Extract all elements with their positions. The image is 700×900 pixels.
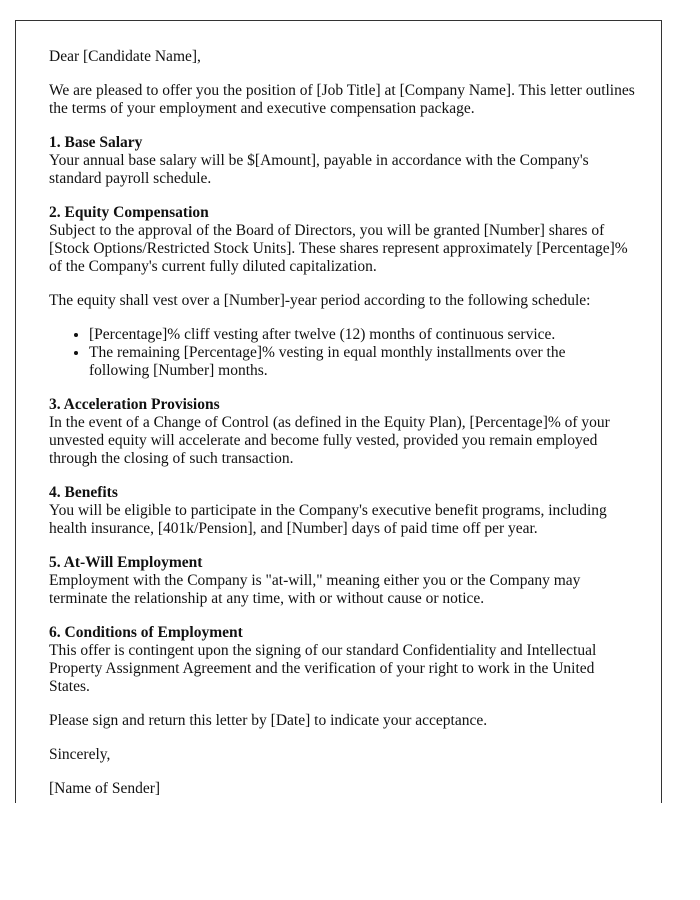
intro-paragraph: We are pleased to offer you the position of [Job Title] at [Company Name]. This letter outlines the terms of your employment and executive compensation package. — [49, 82, 635, 117]
closing-instruction: Please sign and return this letter by [Date] to indicate your acceptance. — [49, 712, 488, 729]
salutation: Dear [Candidate Name], — [49, 48, 201, 65]
closing: Sincerely, — [49, 746, 111, 763]
section-acceleration-provisions — [49, 396, 661, 468]
section-body: In the event of a Change of Control (as defined in the Equity Plan), [Percentage]% of your unvested equity will accelerate and become fully vested, provided you remain employed through the closing of such transaction. — [49, 414, 610, 467]
section-base-salary — [49, 134, 661, 188]
section-title: 4. Benefits — [49, 484, 118, 501]
section-title: 2. Equity Compensation — [49, 204, 209, 221]
vesting-intro: The equity shall vest over a [Number]-year period according to the following schedule: — [49, 292, 591, 309]
signature: [Name of Sender] — [49, 780, 161, 797]
section-title: 6. Conditions of Employment — [49, 624, 243, 641]
section-equity-compensation — [49, 204, 661, 276]
vesting-item: • The remaining [Percentage]% vesting in equal monthly installments over the following [Number] months. — [89, 344, 599, 380]
section-title: 3. Acceleration Provisions — [49, 396, 220, 413]
section-title: 1. Base Salary — [49, 134, 143, 151]
section-body: Your annual base salary will be $[Amount], payable in accordance with the Company's standard payroll schedule. — [49, 152, 589, 187]
section-body: Employment with the Company is "at-will," meaning either you or the Company may terminate the relationship at any time, with or without cause or notice. — [49, 572, 581, 607]
vesting-item: • [Percentage]% cliff vesting after twelve (12) months of continuous service. — [89, 326, 599, 344]
section-title: 5. At-Will Employment — [49, 554, 203, 571]
section-conditions-of-employment — [49, 624, 661, 696]
offer-letter — [15, 20, 662, 803]
vesting-schedule-list — [49, 326, 599, 380]
section-at-will-employment — [49, 554, 661, 608]
section-benefits — [49, 484, 661, 538]
section-body: You will be eligible to participate in the Company's executive benefit programs, including health insurance, [401k/Pension], and [Number] days of paid time off per year. — [49, 502, 607, 537]
section-body: Subject to the approval of the Board of Directors, you will be granted [Number] shares of [Stock Options/Restricted Stock Units]. These shares represent approximately [Percentage]% of the Company's current fully diluted capitalization. — [49, 222, 628, 275]
section-body: This offer is contingent upon the signing of our standard Confidentiality and Intellectual Property Assignment Agreement and the verification of your right to work in the United States. — [49, 642, 597, 695]
